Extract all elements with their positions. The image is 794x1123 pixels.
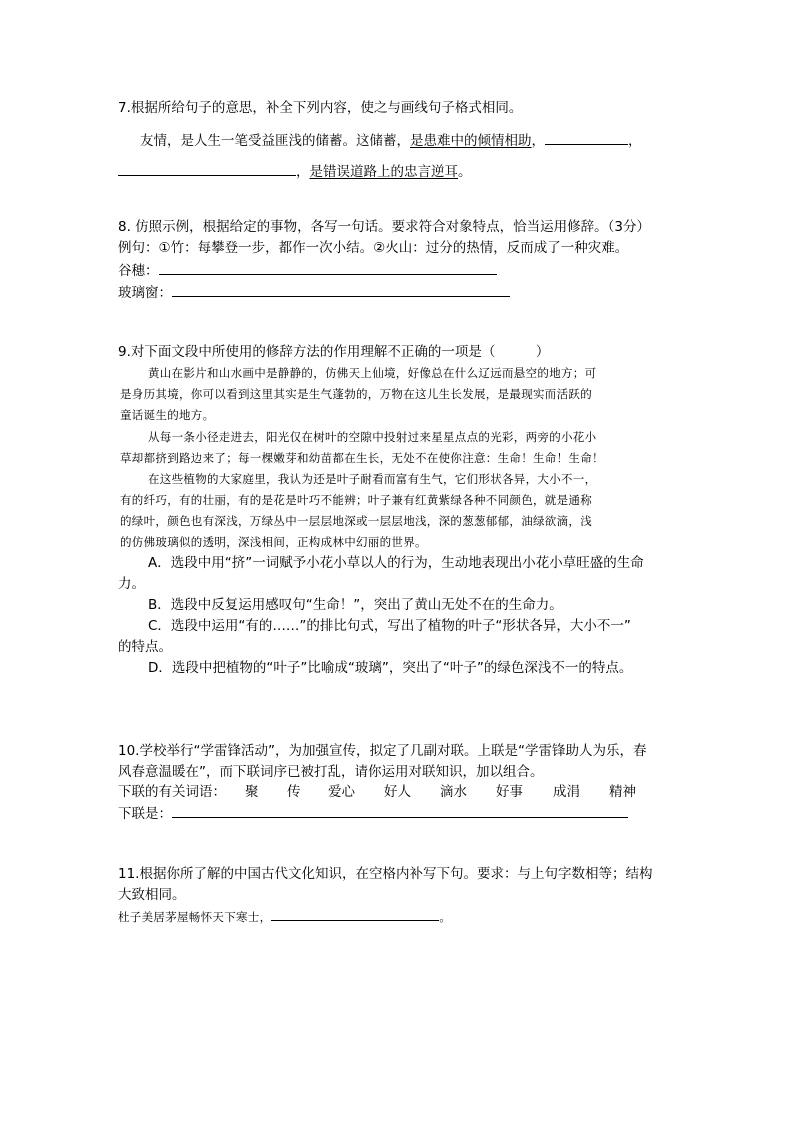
q10-word: 精神 [609,784,636,800]
q11-stem-line-1: 11.根据你所了解的中国古代文化知识，在空格内补写下句。要求：与上句字数相等；结构 [118,866,653,882]
q9-option-a-cont: 力。 [118,576,145,592]
q10-word: 好人 [384,784,411,800]
q11-stem-line-2: 大致相同。 [118,887,186,903]
q10-stem-line-2: 风春意温暖在”，而下联词序已被打乱，请你运用对联知识，加以组合。 [118,764,544,780]
q7-underlined-sentence-2: 是错误道路上的忠言逆耳 [309,164,458,180]
q9-option-d[interactable]: D．选段中把植物的“叶子”比喻成“玻璃”，突出了“叶子”的绿色深浅不一的特点。 [148,660,633,676]
q8-item-1-label: 谷穗： [118,263,159,279]
q9-passage-line: 童话诞生的地方。 [120,408,215,422]
q7-line-2 [118,162,472,181]
q9-passage-line: 是身历其境，你可以看到这里其实是生气蓬勃的，万物在这儿生长发展，是最现实而活跃的 [120,387,592,401]
q8-item-2-label: 玻璃窗： [118,285,172,301]
q11-answer-blank[interactable] [271,907,439,921]
q9-passage-line: 从每一条小径走进去，阳光仅在树叶的空隙中投射过来星星点点的光彩，两旁的小花小 [148,430,597,444]
q11-period: 。 [439,910,452,924]
q9-option-c-cont: 的特点。 [118,639,172,655]
q9-option-b[interactable]: B．选段中反复运用感叹句“生命！”，突出了黄山无处不在的生命力。 [148,597,563,613]
q7-comma-3: ， [296,164,310,180]
q10-answer-label: 下联是： [118,806,172,822]
q10-stem-line-1: 10.学校举行“学雷锋活动”，为加强宣传，拟定了几副对联。上联是“学雷锋助人为乐，春 [118,743,647,759]
q10-answer-line [118,804,628,823]
q7-line-1-text: 友情，是人生一笔受益匪浅的储蓄。这储蓄， [140,133,410,149]
q9-passage-line: 黄山在影片和山水画中是静静的，仿佛天上仙境，好像总在什么辽远而悬空的地方；可 [148,366,597,380]
q8-blank-2[interactable] [172,283,510,297]
q11-given-line: 杜子美居茅屋畅怀天下寒士， [118,910,272,924]
q7-line-1 [140,131,642,150]
q10-answer-blank[interactable] [172,804,628,818]
q8-item-1 [118,261,497,280]
q10-word: 爱心 [328,784,355,800]
q9-stem: 9.对下面文段中所使用的修辞方法的作用理解不正确的一项是（ ） [118,344,550,360]
q8-item-2 [118,283,510,302]
q7-blank-1[interactable] [545,131,628,145]
q9-option-c[interactable]: C．选段中运用“有的……”的排比句式，写出了植物的叶子“形状各异，大小不一” [148,618,631,634]
q8-stem: 8. 仿照示例，根据给定的事物，各写一句话。要求符合对象特点，恰当运用修辞。（3分） [118,219,651,235]
q7-stem: 7.根据所给句子的意思，补全下列内容，使之与画线句子格式相同。 [118,100,523,116]
q7-comma: ， [531,133,545,149]
q9-passage-line: 草却都挤到路边来了；每一棵嫩芽和幼苗都在生长，无处不在使你注意：生命！生命！生命！ [120,451,604,465]
q8-blank-1[interactable] [159,261,497,275]
q7-blank-2[interactable] [118,162,296,176]
q10-word: 好事 [496,784,523,800]
q11-couplet-line [118,907,451,926]
q9-passage-line: 的绿叶，颜色也有深浅，万绿丛中一层层地深或一层层地浅，深的葱葱郁郁，油绿欲滴，浅 [120,514,592,528]
q9-passage-line: 有的纤巧，有的壮丽，有的是花是叶巧不能辨；叶子兼有红黄紫绿各种不同颜色，就是通称 [120,493,592,507]
q10-words-label: 下联的有关词语： [118,784,226,800]
q8-example: 例句：①竹：每攀登一步，都作一次小结。②火山：过分的热情，反而成了一种灾难。 [118,240,629,256]
q7-comma-2: ， [628,133,642,149]
q10-word: 成涓 [553,784,580,800]
q10-word: 聚 [245,784,259,800]
q9-passage-line: 的仿佛玻璃似的透明，深浅相间，正构成林中幻丽的世界。 [120,535,427,549]
q10-word: 传 [287,784,301,800]
q7-period: 。 [458,164,472,180]
q7-underlined-sentence-1: 是患难中的倾情相助 [410,133,532,149]
q9-option-a[interactable]: A．选段中用“挤”一词赋予小花小草以人的行为，生动地表现出小花小草旺盛的生命 [148,555,644,571]
q9-passage-line: 在这些植物的大家庭里，我认为还是叶子耐看而富有生气，它们形状各异，大小不一， [148,472,597,486]
q10-word: 滴水 [440,784,467,800]
